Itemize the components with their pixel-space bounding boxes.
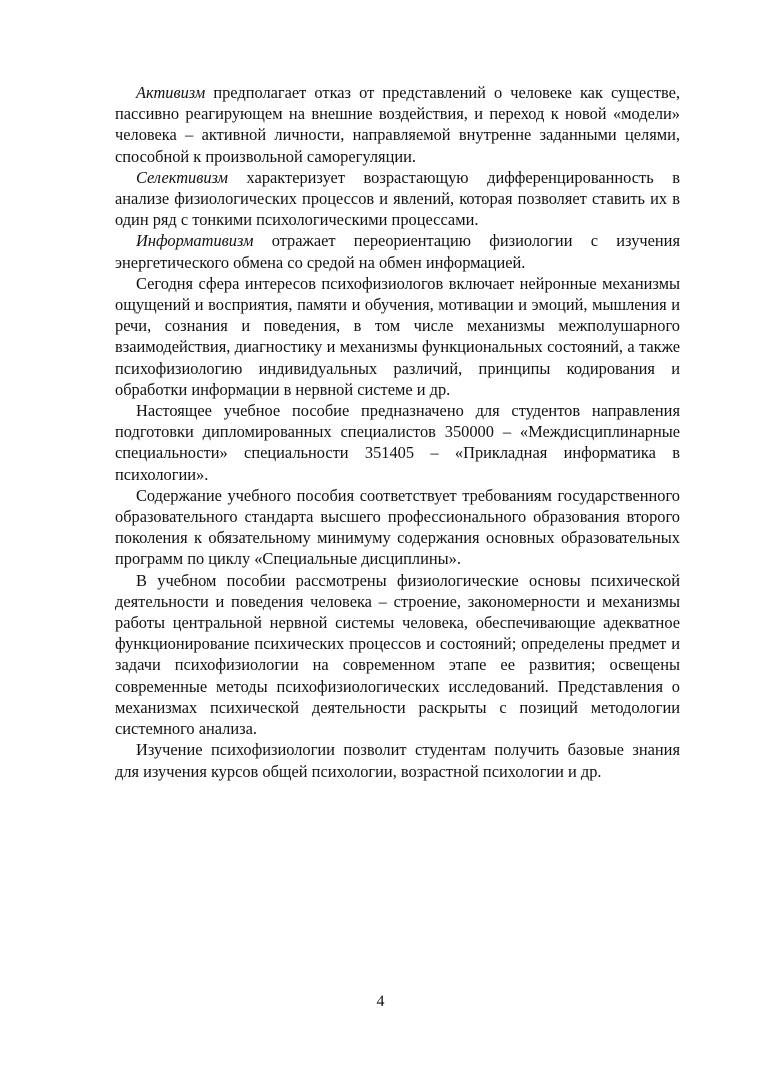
paragraph-text: предполагает отказ от представлений о человеке как существе, пассивно реагирующем на внешние воздействия, и переход к новой «модели» человека – активной личности, направляемой внутренне заданными целями, способной к произвольной саморегуляции. — [115, 83, 680, 166]
term-activism: Активизм — [136, 83, 206, 102]
paragraph-text: отражает переориентацию физиологии с изучения энергетического обмена со средой на обмен информацией. — [115, 231, 680, 272]
paragraph-informativism — [115, 230, 680, 272]
paragraph-text: В учебном пособии рассмотрены физиологические основы психической деятельности и поведения человека – строение, закономерности и механизмы работы центральной нервной системы человека, обеспечивающие адекватное функционирование психических процессов и состояний; определены предмет и задачи психофизиологии на современном этапе ее развития; освещены современные методы психофизиологических исследований. Представления о механизмах психической деятельности раскрыты с позиций методологии системного анализа. — [115, 570, 680, 739]
term-selectivism: Селективизм — [136, 167, 228, 187]
paragraph-text: Содержание учебного пособия соответствует требованиям государственного образовательного стандарта высшего профессионального образования второго поколения к обязательному минимуму содержания основных образовательных программ по циклу «Специальные дисциплины». — [115, 485, 680, 569]
paragraph-text: Сегодня сфера интересов психофизиологов включает нейронные механизмы ощущений и восприятия, памяти и обучения, мотивации и эмоций, мышления и речи, сознания и поведения, в том числе механизмы межполушарного взаимодействия, диагностику и механизмы функциональных состояний, а также психофизиологию индивидуальных различий, принципы кодирования и обработки информации в нервной системе и др. — [115, 273, 680, 399]
paragraph-text: Настоящее учебное пособие предназначено для студентов направления подготовки дипломированных специалистов 350000 – «Междисциплинарные специальности» специальности 351405 – «Прикладная информатика в психологии». — [115, 401, 680, 484]
paragraph-activism — [115, 82, 680, 167]
paragraph-standard — [115, 485, 680, 570]
paragraph-outcome — [115, 739, 680, 781]
page-number: 4 — [376, 993, 385, 1010]
body-text — [115, 82, 680, 782]
paragraph-text: характеризует возрастающую дифференцированность в анализе физиологических процессов и явлений, которая позволяет ставить их в один ряд с тонкими психологическими процессами. — [115, 167, 680, 230]
paragraph-selectivism — [115, 167, 680, 231]
paragraph-purpose — [115, 400, 680, 485]
term-informativism: Информативизм — [136, 231, 254, 251]
paragraph-interests — [115, 273, 680, 400]
paragraph-contents — [115, 570, 680, 740]
paragraph-text: Изучение психофизиологии позволит студентам получить базовые знания для изучения курсов общей психологии, возрастной психологии и др. — [115, 740, 680, 781]
